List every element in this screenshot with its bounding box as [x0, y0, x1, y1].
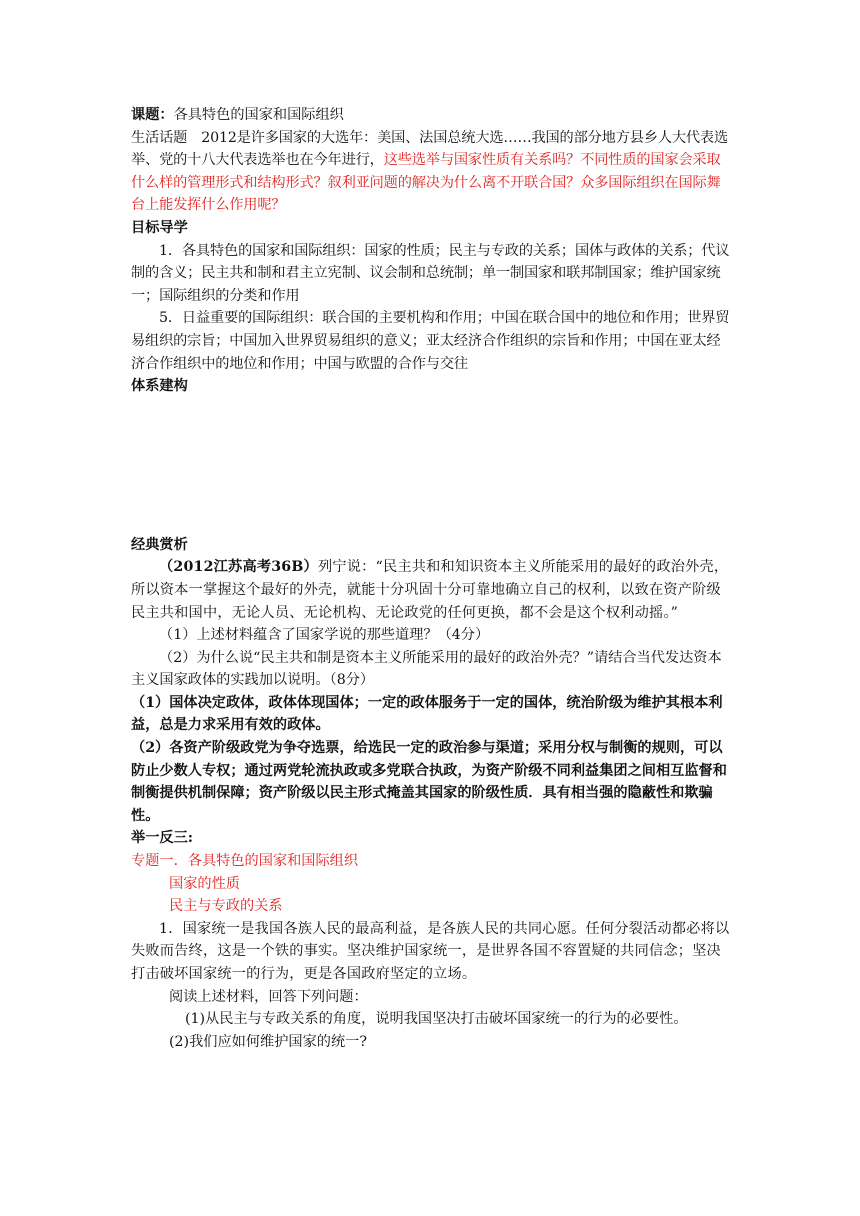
lesson-title — [131, 104, 731, 127]
practice-topic: 专题一．各具特色的国家和国际组织 — [131, 853, 359, 870]
life-topic-paragraph — [131, 127, 731, 217]
classic-answer-1: （1）国体决定政体，政体体现国体；一定的政体服务于一定的国体，统治阶级为维护其根本利益，总是力求采用有效的政体。 — [131, 694, 723, 734]
title-label: 课题： — [131, 107, 174, 123]
life-topic-text: 生活话题 2012是许多国家的大选年：美国、法国总统大选……我国的部分地方县乡人大代表选举、党的十八大代表选举也在今年进行， — [131, 129, 729, 169]
practice-instruction: 阅读上述材料，回答下列问题： — [169, 988, 368, 1005]
goal-item-1: 1．各具特色的国家和国际组织：国家的性质；民主与专政的关系；国体与政体的关系；代议制的含义；民主共和制和君主立宪制、议会制和总统制；单一制国家和联邦制国家；维护国家统一；国际组织的分类和作用 — [131, 242, 730, 304]
practice-material: 1．国家统一是我国各族人民的最高利益，是各族人民的共同心愿。任何分裂活动都必将以失败而告终，这是一个铁的事实。坚决维护国家统一，是世界各国不容置疑的共同信念；坚决打击破坏国家统一的行为，更是各国政府坚定的立场。 — [131, 920, 730, 982]
classic-answer-2: （2）各资产阶级政党为争夺选票，给选民一定的政治参与渠道；采用分权与制衡的规则，可以防止少数人专权；通过两党轮流执政或多党联合执政，为资产阶级不同利益集团之间相互监督和制衡提供机制保障；资产阶级以民主形式掩盖其国家的阶级性质．具有相当强的隐蔽性和欺骗性。 — [131, 740, 727, 824]
practice-subtopic-2: 民主与专政的关系 — [169, 898, 283, 915]
classic-question-1: （1）上述材料蕴含了国家学说的那些道理？（4分） — [159, 627, 490, 644]
classic-quote-paragraph — [131, 556, 731, 624]
document-body — [131, 104, 731, 1053]
system-heading: 体系建构 — [131, 378, 188, 395]
title-text: 各具特色的国家和国际组织 — [173, 107, 344, 123]
life-topic-questions: 这些选举与国家性质有关系吗？不同性质的国家会采取什么样的管理形式和结构形式？叙利亚问题的解决为什么离不开联合国？众多国际组织在国际舞台上能发挥什么作用呢？ — [131, 152, 721, 214]
classic-question-2: （2）为什么说“民主共和制是资本主义所能采用的最好的政治外壳？”请结合当代发达资本主义国家政体的实践加以说明。（8分） — [131, 649, 722, 689]
practice-question-1: (1)从民主与专政关系的角度，说明我国坚决打击破坏国家统一的行为的必要性。 — [185, 1011, 688, 1028]
goals-heading: 目标导学 — [131, 219, 188, 236]
practice-question-2: (2)我们应如何维护国家的统一? — [169, 1033, 367, 1050]
system-blank-area — [131, 398, 731, 534]
practice-heading: 举一反三: — [131, 830, 193, 847]
classic-heading: 经典赏析 — [131, 536, 188, 553]
classic-source: （2012江苏高考36B） — [159, 559, 318, 576]
classic-quote: 列宁说：“民主共和和知识资本主义所能采用的最好的政治外壳，所以资本一掌握这个最好的外壳，就能十分巩固十分可靠地确立自己的权利，以致在资产阶级民主共和国中，无论人员、无论机构、无论政党的任何更换，都不会是这个权利动摇。” — [131, 559, 729, 621]
goal-item-5: 5．日益重要的国际组织：联合国的主要机构和作用；中国在联合国中的地位和作用；世界贸易组织的宗旨；中国加入世界贸易组织的意义；亚太经济合作组织的宗旨和作用；中国在亚太经济合作组织中的地位和作用；中国与欧盟的合作与交往 — [131, 310, 730, 372]
practice-subtopic-1: 国家的性质 — [169, 875, 240, 892]
